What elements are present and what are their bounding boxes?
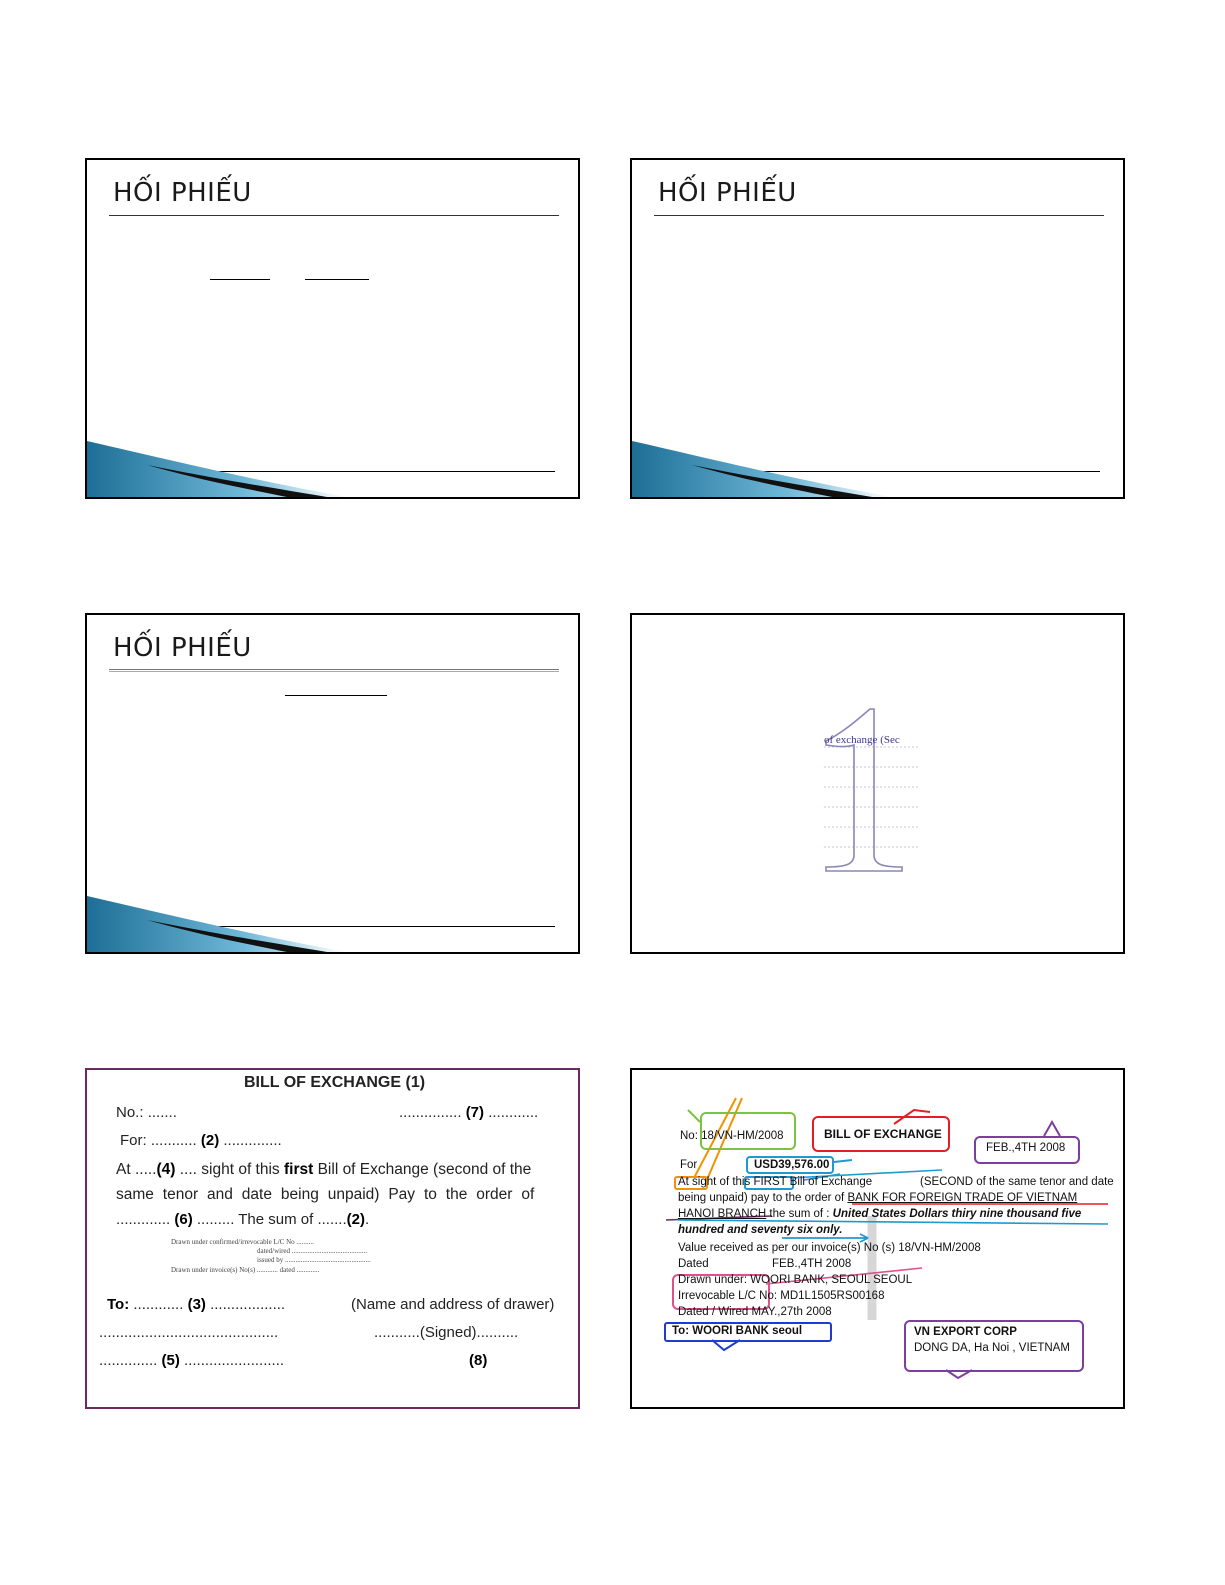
at-sight: At sight bbox=[678, 1176, 717, 1188]
sum-in-words: United States Dollars thiry nine thousand five bbox=[832, 1208, 1082, 1220]
slide-5-form bbox=[85, 1068, 580, 1409]
bill-line-3 bbox=[678, 1208, 1081, 1220]
slide-4 bbox=[630, 613, 1125, 954]
form-small-line: issued by ................................................. bbox=[257, 1256, 371, 1264]
text: of this bbox=[716, 1176, 754, 1188]
dots: ............ bbox=[488, 1104, 539, 1121]
dated-value: FEB.,4TH 2008 bbox=[772, 1258, 852, 1270]
form-heading bbox=[244, 1074, 425, 1092]
second-clause: (SECOND of the same tenor and date bbox=[920, 1176, 1114, 1188]
dots: .................. bbox=[205, 1296, 286, 1313]
bill-date: FEB.,4TH 2008 bbox=[986, 1142, 1066, 1154]
bill-of-exchange-form bbox=[87, 1070, 578, 1407]
ref-2: (2) bbox=[200, 1132, 220, 1149]
ref-1: (1) bbox=[405, 1074, 426, 1091]
form-line-2: same tenor and date being unpaid) Pay to the order of bbox=[116, 1186, 535, 1203]
text: Bill of Exchange (second of the bbox=[313, 1161, 532, 1178]
form-small-line: Drawn under confirmed/irrevocable L/C No .......... bbox=[171, 1238, 314, 1246]
text: being unpaid) pay to the order of bbox=[678, 1192, 848, 1204]
swoosh-decoration bbox=[87, 882, 427, 952]
slide-3 bbox=[85, 613, 580, 954]
sum-in-words-cont: hundred and seventy six only. bbox=[678, 1224, 843, 1236]
form-row-for bbox=[120, 1132, 282, 1149]
form-row-no bbox=[116, 1104, 177, 1121]
text: ......... The sum of ....... bbox=[192, 1211, 347, 1228]
form-small-line: dated/wired ........................................... bbox=[257, 1247, 368, 1255]
no-dots: ....... bbox=[147, 1104, 177, 1121]
text: the sum of : bbox=[766, 1208, 833, 1220]
ref-8-wrap bbox=[469, 1352, 487, 1369]
lc-number: Irrevocable L/C No: MD1L1505RS00168 bbox=[678, 1290, 885, 1302]
first-word: first bbox=[283, 1161, 314, 1178]
swoosh-decoration bbox=[87, 427, 427, 497]
ref-7: (7) bbox=[465, 1104, 485, 1121]
underline-mark bbox=[210, 279, 270, 280]
dots: ............ bbox=[129, 1296, 188, 1313]
dots-row: ........................................... bbox=[99, 1324, 279, 1341]
at-label: At ..... bbox=[116, 1161, 157, 1178]
to-label: To: bbox=[107, 1296, 130, 1313]
ref-4: (4) bbox=[156, 1161, 176, 1178]
slide-title: HỐI PHIẾU bbox=[113, 178, 252, 208]
first-word: FIRST bbox=[753, 1176, 787, 1188]
text: Bill of Exchange bbox=[786, 1176, 873, 1188]
underline-mark bbox=[285, 695, 387, 696]
slide-2 bbox=[630, 158, 1125, 499]
form-small-line: Drawn under invoice(s) No(s) ............ dated ............. bbox=[171, 1266, 320, 1274]
title-rule bbox=[109, 215, 559, 216]
swoosh-decoration bbox=[632, 427, 972, 497]
dated-label: Dated bbox=[678, 1258, 709, 1270]
ref-2: (2) bbox=[346, 1211, 365, 1228]
for-label: For bbox=[680, 1159, 698, 1171]
numeral-one-graphic bbox=[812, 705, 932, 885]
dots: ........... bbox=[150, 1132, 197, 1149]
signed-label: ...........(Signed).......... bbox=[374, 1324, 519, 1341]
form-line-1 bbox=[116, 1161, 531, 1179]
dots: .............. bbox=[99, 1352, 162, 1369]
form-row-5 bbox=[99, 1352, 284, 1369]
form-line-3 bbox=[116, 1211, 369, 1228]
drawee: To: WOORI BANK seoul bbox=[672, 1325, 803, 1337]
drawer-address: DONG DA, Ha Noi , VIETNAM bbox=[914, 1342, 1070, 1354]
form-heading-text: BILL OF EXCHANGE bbox=[244, 1074, 402, 1091]
value-received: Value received as per our invoice(s) No (s) 18/VN-HM/2008 bbox=[678, 1242, 981, 1254]
ref-6: (6) bbox=[174, 1211, 193, 1228]
underline-mark bbox=[305, 279, 369, 280]
dots: ............. bbox=[116, 1211, 171, 1228]
payee-bank: BANK FOR FOREIGN TRADE OF VIETNAM bbox=[847, 1192, 1078, 1204]
fragment-text: of exchange (Sec bbox=[824, 734, 900, 746]
dots: ............... bbox=[399, 1104, 462, 1121]
for-label: For: bbox=[120, 1132, 147, 1149]
bill-number: No: 18/VN-HM/2008 bbox=[680, 1130, 784, 1142]
text: . bbox=[365, 1211, 370, 1228]
payee-branch: HANOI BRANCH bbox=[678, 1208, 767, 1220]
ref-8: (8) bbox=[469, 1352, 488, 1369]
bill-amount: USD39,576.00 bbox=[754, 1159, 830, 1171]
drawn-under: Drawn under: WOORI BANK, SEOUL SEOUL bbox=[678, 1274, 913, 1286]
text: .... sight of this bbox=[175, 1161, 284, 1178]
form-row-place-date bbox=[399, 1104, 538, 1121]
slide-title: HỐI PHIẾU bbox=[658, 178, 797, 208]
bill-line-1 bbox=[678, 1176, 872, 1188]
no-label: No.: bbox=[116, 1104, 144, 1121]
slide-title: HỐI PHIẾU bbox=[113, 633, 252, 663]
ref-3: (3) bbox=[187, 1296, 206, 1313]
title-rule bbox=[654, 215, 1104, 216]
dots: ........................ bbox=[179, 1352, 285, 1369]
drawer-label: (Name and address of drawer) bbox=[351, 1296, 555, 1313]
title-rule bbox=[109, 669, 559, 672]
bill-title: BILL OF EXCHANGE bbox=[824, 1127, 942, 1141]
drawer-name: VN EXPORT CORP bbox=[914, 1326, 1017, 1338]
bill-line-2 bbox=[678, 1192, 1077, 1204]
slide-6-annotated-bill bbox=[630, 1068, 1125, 1409]
form-row-to bbox=[107, 1296, 285, 1313]
slide-1 bbox=[85, 158, 580, 499]
dated-wired: Dated / Wired MAY.,27th 2008 bbox=[678, 1306, 832, 1318]
ref-5: (5) bbox=[161, 1352, 180, 1369]
dots: .............. bbox=[223, 1132, 282, 1149]
